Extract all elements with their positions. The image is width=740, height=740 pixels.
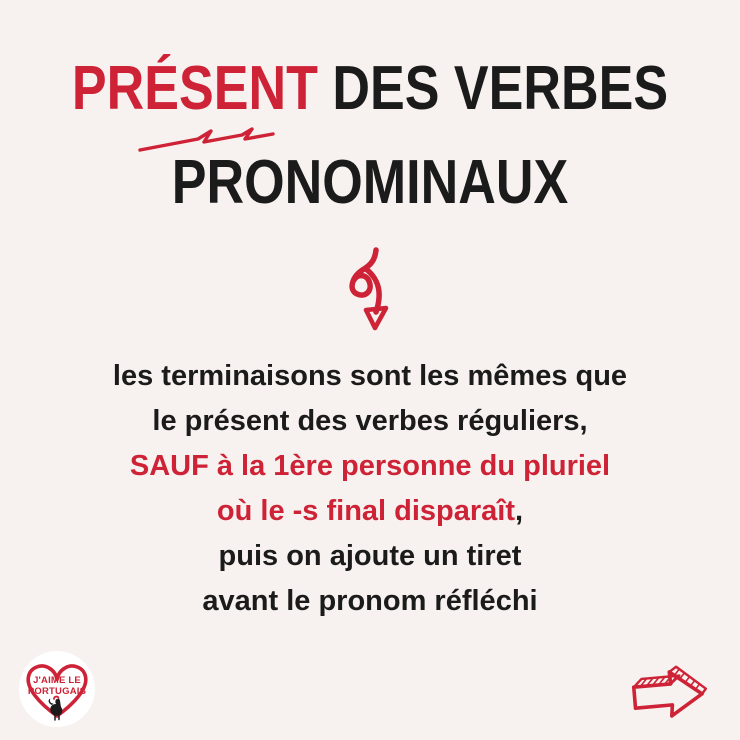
body-line: les terminaisons sont les mêmes que: [112, 360, 628, 392]
body-line: SAUF à la 1ère personne du pluriel: [129, 450, 611, 482]
body-text: [0, 354, 740, 624]
next-arrow-icon[interactable]: [629, 663, 709, 724]
logo-text-line1: J'AIME LE: [33, 675, 81, 686]
down-arrow-icon: [343, 246, 401, 336]
page-title-line2: PRONOMINAUX: [171, 148, 569, 217]
title-highlight: PRÉSENT: [71, 54, 318, 123]
title-rest: DES VERBES: [317, 54, 669, 123]
rooster-icon: [46, 695, 68, 721]
brand-logo: [19, 651, 95, 727]
logo-text-line2: PORTUGAIS: [27, 686, 87, 697]
body-line: où le -s final disparaît,: [216, 495, 524, 527]
body-line: le présent des verbes réguliers,: [152, 405, 588, 437]
body-line: avant le pronom réfléchi: [202, 585, 538, 617]
body-line: puis on ajoute un tiret: [218, 540, 522, 572]
page-title-line1: [59, 54, 681, 123]
logo-text: [19, 675, 95, 697]
